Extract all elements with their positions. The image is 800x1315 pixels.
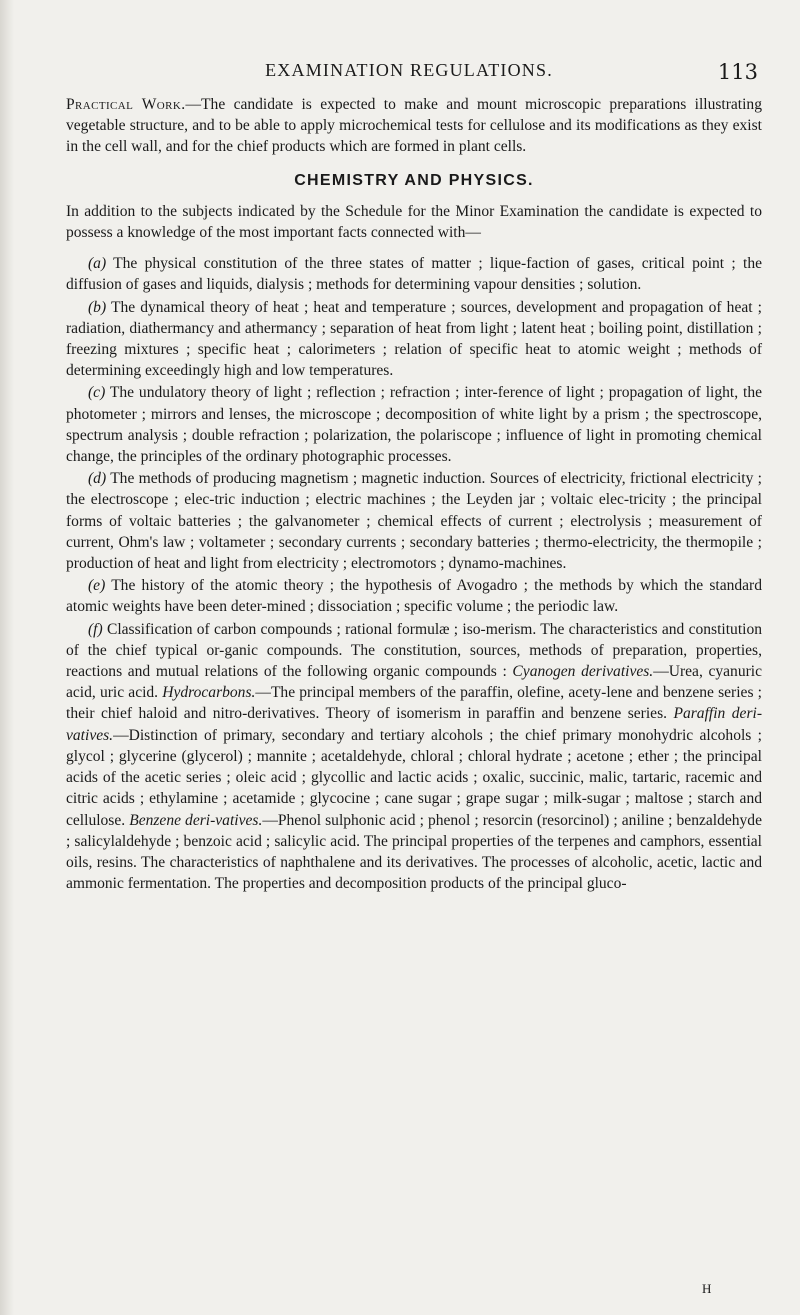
- list-item-d: [66, 468, 762, 574]
- page-header: [60, 60, 758, 86]
- item-text: Classification of carbon compounds ; rational formulæ ; iso-merism. The characteristics and constitution of the chief typical or-ganic compounds. The constitution, sources, methods of preparation, properties, reactions and mutual relations of the following organic compounds :: [66, 620, 763, 681]
- list-item-c: [66, 382, 762, 467]
- section-heading: CHEMISTRY AND PHYSICS.: [294, 171, 534, 189]
- item-text: —Phenol sulphonic acid ; phenol ; resorcin (resorcinol) ; aniline ; benzaldehyde ; salicylaldehyde ; benzoic acid ; salicylic acid. The principal properties of the terpenes and camphors, essential oils, resins. The characteristics of naphthalene and its derivatives. The processes of alcoholic, acetic, lactic and ammonic fermentation. The properties and decomposition products of the principal gluco-: [66, 811, 762, 893]
- list-item-f: [66, 619, 762, 895]
- cyanogen-subheading: Cyanogen derivatives.: [512, 663, 654, 681]
- item-text: The undulatory theory of light ; reflection ; refraction ; inter-ference of light ; propagation of light, the photometer ; mirrors and lenses, the microscope ; decomposition of white light by a prism ; the spectroscope, spectrum analysis ; double refraction ; polarization, the polariscope ; influence of light in promoting chemical change, the principles of the ordinary photographic processes.: [66, 384, 762, 466]
- item-text: The history of the atomic theory ; the hypothesis of Avogadro ; the methods by which the standard atomic weights have been deter-mined ; dissociation ; specific volume ; the periodic law.: [66, 577, 762, 616]
- list-item-a: [66, 253, 762, 295]
- practical-work-label: Practical Work.: [66, 96, 186, 113]
- practical-work-paragraph: [66, 94, 762, 158]
- item-label: (a): [88, 255, 107, 273]
- page-body: [66, 94, 762, 895]
- signature-mark: H: [702, 1281, 712, 1296]
- item-label: (b): [88, 298, 107, 316]
- hydrocarbons-subheading: Hydrocarbons.: [162, 684, 256, 702]
- item-text: —Urea, cyanuric acid, uric acid.: [66, 663, 763, 702]
- item-label: (f): [88, 620, 103, 638]
- paraffin-derivatives-subheading: Paraffin deri-vatives.: [66, 705, 762, 744]
- benzene-derivatives-subheading: Benzene deri-vatives.: [129, 811, 263, 829]
- item-text: The physical constitution of the three states of matter ; lique-faction of gases, critical point ; the diffusion of gases and liquids, dialysis ; methods for determining vapour densities ; solution.: [66, 255, 762, 294]
- item-text: —Distinction of primary, secondary and tertiary alcohols ; the chief primary monohydric alcohols ; glycol ; glycerine (glycerol) ; mannite ; acetaldehyde, chloral ; chloral hydrate ; acetone ; ether ; the principal acids of the acetic series ; oleic acid ; glycollic and lactic acids ; oxalic, succinic, malic, tartaric, racemic and citric acids ; ethylamine ; acetamide ; glycocine ; cane sugar ; grape sugar ; milk-sugar ; maltose ; starch and cellulose.: [66, 726, 762, 829]
- section-intro: In addition to the subjects indicated by the Schedule for the Minor Examination the candidate is expected to possess a knowledge of the most important facts connected with—: [66, 202, 762, 242]
- item-text: The dynamical theory of heat ; heat and temperature ; sources, development and propagation of heat ; radiation, diathermancy and athermancy ; separation of heat from light ; latent heat ; boiling point, distillation ; freezing mixtures ; specific heat ; calorimeters ; relation of specific heat to atomic weight ; methods of determining exceedingly high and low temperatures.: [66, 298, 762, 380]
- item-text: —The principal members of the paraffin, olefine, acety-lene and benzene series ; their chief haloid and nitro-derivatives. Theory of isomerism in paraffin and benzene series.: [66, 684, 762, 723]
- item-label: (d): [88, 470, 107, 488]
- item-text: The methods of producing magnetism ; magnetic induction. Sources of electricity, frictional electricity ; the electroscope ; elec-tric induction ; electric machines ; the Leyden jar ; voltaic elec-tricity ; the principal forms of voltaic batteries ; the galvanometer ; chemical effects of current ; electrolysis ; measurement of current, Ohm's law ; voltameter ; secondary currents ; secondary batteries ; thermo-electricity, the thermopile ; production of heat and light from electricity ; electromotors ; dynamo-machines.: [66, 470, 762, 573]
- list-item-b: [66, 297, 762, 382]
- item-label: (c): [88, 384, 106, 402]
- page-binding-edge: [0, 0, 14, 1315]
- list-item-e: [66, 575, 762, 617]
- page-number: 113: [717, 60, 758, 84]
- item-label: (e): [88, 577, 106, 595]
- practical-work-text: —The candidate is expected to make and mount microscopic preparations illustrating vegetable structure, and to be able to apply microchemical tests for cellulose and its modifications as they exist in the cell wall, and for the chief products which are formed in plant cells.: [66, 96, 762, 156]
- running-head: EXAMINATION REGULATIONS.: [265, 60, 553, 80]
